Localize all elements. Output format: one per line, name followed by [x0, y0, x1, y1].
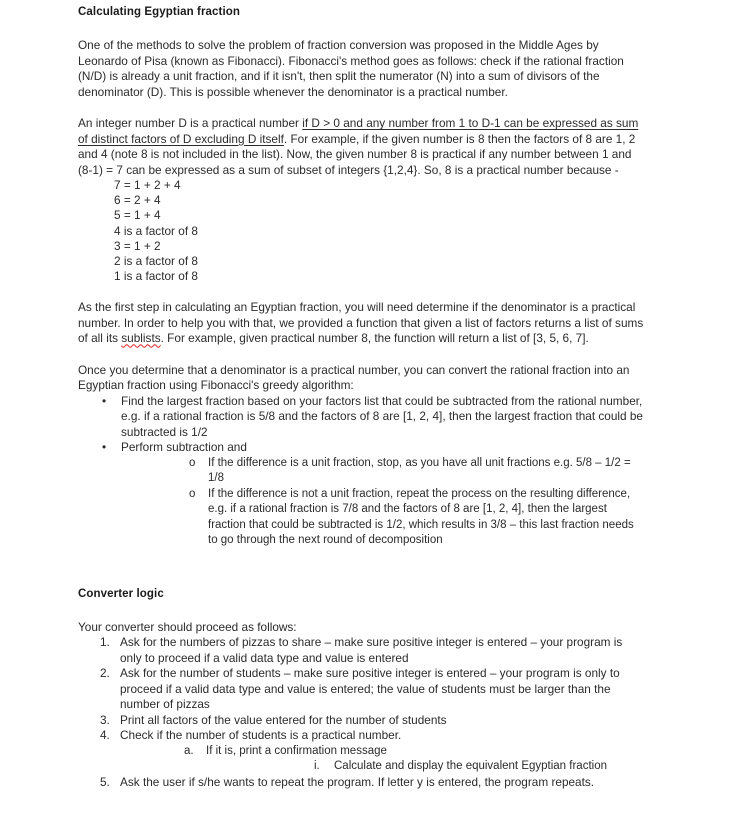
list-item [78, 713, 645, 729]
list-item [206, 759, 645, 775]
equation-line: 6 = 2 + 4 [114, 193, 161, 208]
equation-line: 2 is a factor of 8 [114, 254, 198, 269]
paragraph-converter-intro: Your converter should proceed as follows: [78, 619, 297, 634]
section-spacer [78, 549, 645, 565]
list-item [78, 635, 645, 666]
list-letter: a. [184, 744, 194, 757]
list-item-label: Ask the user if s/he wants to repeat the program. If letter y is entered, the program repeats. [120, 774, 595, 789]
spellcheck-word: sublists [121, 331, 161, 346]
list-item [78, 728, 645, 775]
list-item-label: Perform subtraction and [121, 440, 247, 455]
list-item-label: Check if the number of students is a practical number. [120, 728, 402, 743]
list-item-label: Print all factors of the value entered for the number of students [120, 712, 447, 727]
confirmation-sub-steps [206, 759, 645, 775]
equation-line: 7 = 1 + 2 + 4 [114, 178, 181, 192]
list-item [121, 487, 645, 549]
page-title: Calculating Egyptian fraction [78, 6, 241, 18]
paragraph-practical-number-definition [78, 116, 645, 178]
paragraph-greedy-algorithm-intro: Once you determine that a denominator is a practical number, you can convert the rational fraction into an Egyptian fraction using Fibonacci's greedy algorithm: [78, 362, 630, 393]
list-number: 5. [100, 774, 110, 789]
list-item [78, 666, 645, 713]
list-number: 2. [100, 666, 110, 681]
equation-line: 5 = 1 + 4 [114, 208, 161, 223]
list-item-label: Find the largest fraction based on your factors list that could be subtracted from the rational number, e.g. if a rational fraction is 5/8 and the factors of 8 are [1, 2, 4], then the largest fraction that could be subtracted is 1/2 [121, 393, 643, 439]
list-item [78, 394, 645, 441]
list-item-label: Ask for the numbers of pizzas to share – make sure positive integer is entered – your program is only to proceed if a valid data type and value is entered [120, 635, 623, 665]
list-number: 4. [100, 728, 110, 743]
list-item-label: Ask for the number of students – make sure positive integer is entered – your program is only to proceed if a valid data type and value is entered; the value of students must be larger than the number of pizzas [120, 666, 620, 712]
list-item-label: If the difference is a unit fraction, stop, as you have all unit fractions e.g. 5/8 – 1/2 = 1/8 [208, 456, 631, 485]
equation-line: 3 = 1 + 2 [114, 238, 161, 253]
circle-bullet-icon: o [189, 487, 196, 500]
equation-line: 4 is a factor of 8 [114, 223, 198, 238]
list-item [78, 775, 645, 791]
subtraction-sub-bullet-list [121, 456, 645, 549]
sublists-text-after: . For example, given practical number 8, the function will return a list of [3, 5, 6, 7]. [160, 331, 589, 346]
list-item-label: Calculate and display the equivalent Egyptian fraction [334, 760, 607, 773]
list-item-label: If it is, print a confirmation message [206, 744, 387, 757]
list-item [120, 744, 645, 775]
section-title-converter-logic: Converter logic [78, 587, 164, 600]
practical-number-definition-underlined: if D > 0 and any number from 1 to D-1 can be expressed as sum of distinct factors of D excluding D itself [78, 116, 639, 146]
converter-steps-list [78, 635, 645, 790]
practical-number-text-before: An integer number D is a practical number [78, 116, 303, 130]
list-item-label: If the difference is not a unit fraction, repeat the process on the resulting difference, e.g. if a rational fraction is 7/8 and the factors of 8 are [1, 2, 4], then the largest fraction that could be subtracted is 1/2, which results in 3/8 – this last fraction needs to go through the next round of decomposition [208, 487, 634, 547]
list-number: 3. [100, 712, 110, 727]
bullet-icon: • [102, 393, 107, 408]
equation-line: 1 is a factor of 8 [114, 269, 198, 284]
equation-list [78, 178, 645, 284]
circle-bullet-icon: o [189, 456, 196, 469]
list-number: 1. [100, 635, 110, 650]
list-item [121, 456, 645, 487]
paragraph-fibonacci-method: One of the methods to solve the problem of fraction conversion was proposed in the Middle Ages by Leonardo of Pisa (known as Fibonacci). Fibonacci's method goes as follows: check if the rational fraction (N/D) is already a unit fraction, and if it isn't, then split the numerator (N) into a sum of divisors of the denominator (D). This is possible whenever the denominator is a practical number. [78, 38, 624, 99]
greedy-algorithm-bullet-list [78, 394, 645, 549]
practical-number-text-after: . For example, if the given number is 8 then the factors of 8 are 1, 2 and 4 (note 8 is not included in the list). Now, the given number 8 is practical if any number between 1 and (8-1) = 7 can be expressed as a sum of subset of integers {1,2,4}. So, 8 is a practical number because - [78, 131, 636, 177]
list-item [78, 440, 645, 549]
practical-number-sub-steps [120, 744, 645, 775]
list-roman-numeral: i. [314, 760, 320, 773]
sublists-text-before: As the first step in calculating an Egyptian fraction, you will need determine if the denominator is a practical number. In order to help you with that, we provided a function that given a list of factors returns a list of sums of all its [78, 300, 644, 346]
paragraph-sublists-function [78, 300, 645, 347]
bullet-icon: • [102, 440, 107, 455]
